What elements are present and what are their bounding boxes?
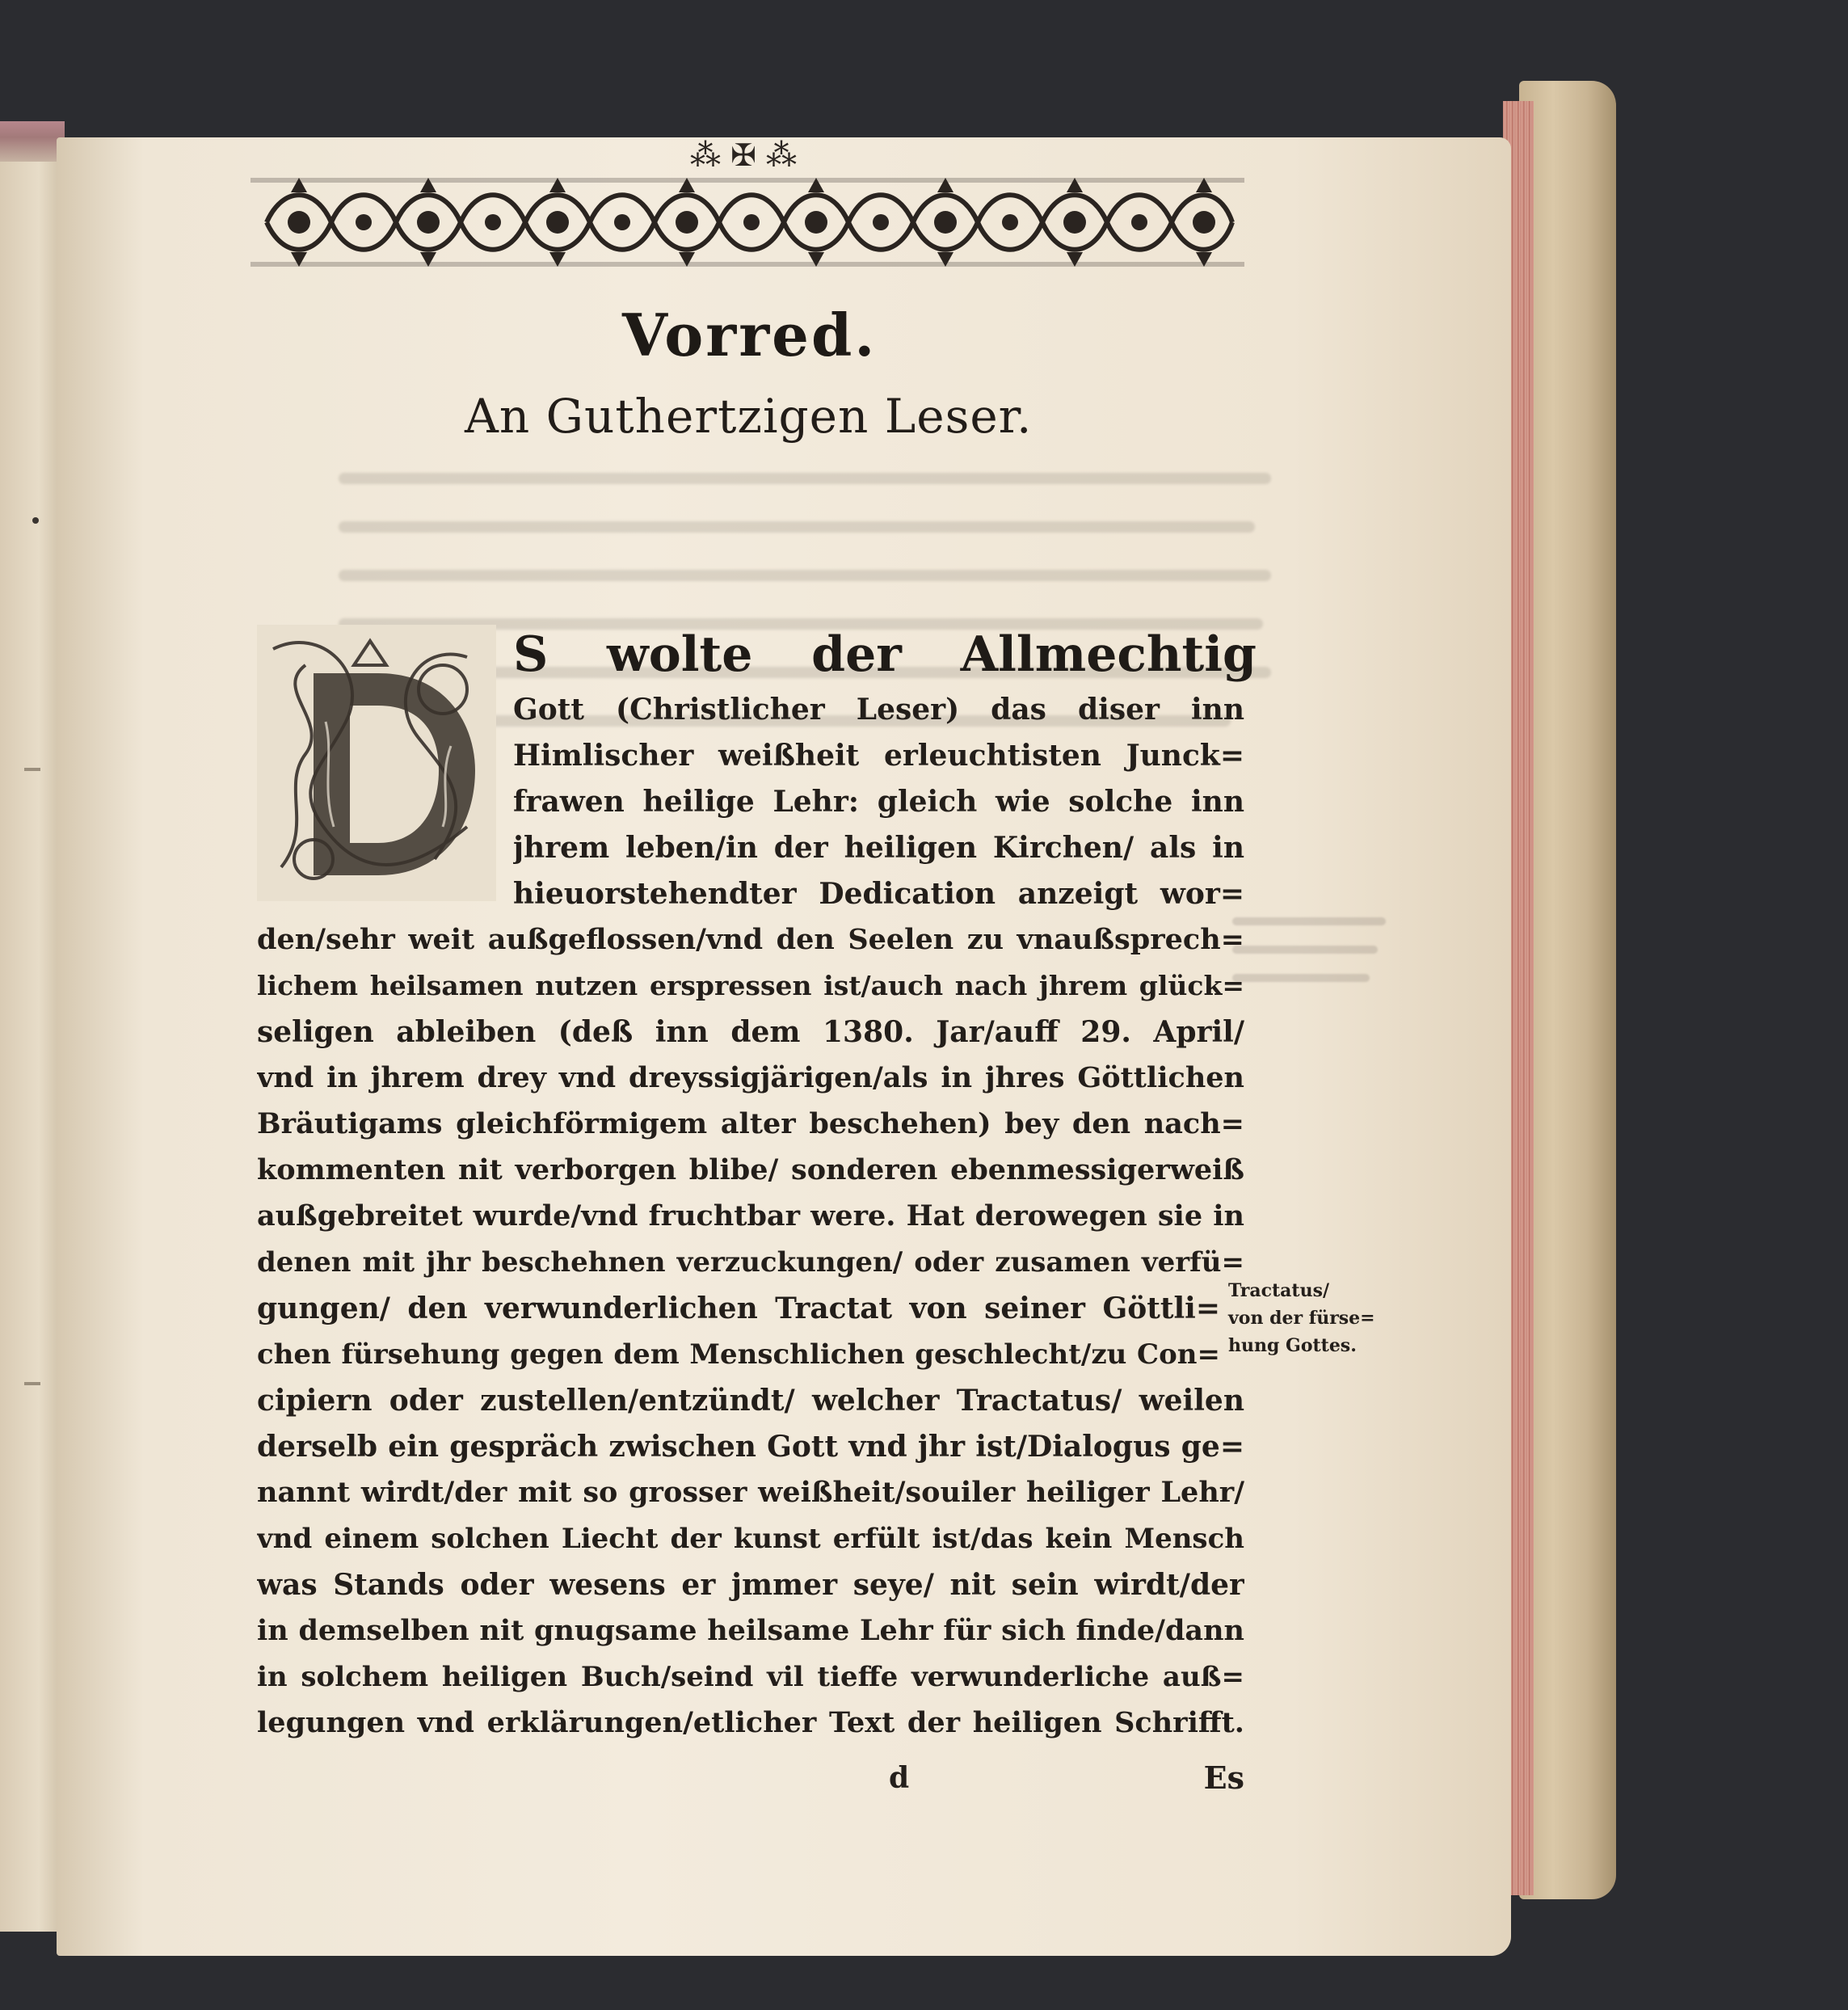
margin-note	[1228, 1277, 1398, 1374]
ornament-top: ⁂ ✠ ⁂	[690, 137, 797, 173]
text-line: jhrem leben/in der heiligen Kirchen/ als in	[513, 831, 1244, 865]
first-line: S wolte der Allmechtig	[513, 626, 1257, 683]
text-line: vnd einem solchen Liecht der kunst erfült ist/das kein Mensch	[257, 1523, 1244, 1555]
catchword: Es	[1203, 1759, 1244, 1796]
subheading-leser: An Guthertzigen Leser.	[465, 389, 1033, 444]
back-cover	[1519, 81, 1616, 1899]
text-line: cipiern oder zustellen/entzündt/ welcher Tractatus/ weilen	[257, 1384, 1244, 1418]
text-line: kommenten nit verborgen blibe/ sonderen ebenmessigerweiß	[257, 1153, 1244, 1186]
text-line: derselb ein gespräch zwischen Gott vnd jhr ist/Dialogus ge=	[257, 1430, 1244, 1464]
text-line: seligen ableiben (deß inn dem 1380. Jar/auff 29. April/	[257, 1015, 1244, 1049]
text-line: was Stands oder wesens er jmmer seye/ nit sein wirdt/der	[257, 1568, 1244, 1602]
text-line: frawen heilige Lehr: gleich wie solche inn	[513, 785, 1244, 819]
edge-mark	[24, 768, 40, 771]
heading-vorred: Vorred.	[622, 301, 878, 369]
text-line: chen fürsehung gegen dem Menschlichen geschlecht/zu Con=	[257, 1338, 1220, 1371]
ink-spot	[32, 517, 39, 524]
page	[57, 137, 1511, 1956]
left-page-edge	[0, 121, 65, 1932]
text-line: hieuorstehendter Dedication anzeigt wor=	[513, 877, 1244, 911]
text-line: in solchem heiligen Buch/seind vil tieffe verwunderliche auß=	[257, 1661, 1244, 1693]
spine-headband	[0, 121, 65, 162]
initial-d-ornament	[257, 625, 496, 901]
text-line: nannt wirdt/der mit so grosser weißheit/souiler heiliger Lehr/	[257, 1476, 1244, 1509]
text-line: Gott (Christlicher Leser) das diser inn	[513, 693, 1244, 727]
margin-note-line: von der fürse=	[1228, 1308, 1375, 1329]
text-line: vnd in jhrem drey vnd dreyssigjärigen/als in jhres Göttlichen	[257, 1061, 1244, 1094]
margin-note-line: hung Gottes.	[1228, 1335, 1357, 1356]
text-line: außgebreitet wurde/vnd fruchtbar were. Hat derowegen sie in	[257, 1199, 1244, 1233]
text-line: gungen/ den verwunderlichen Tractat von seiner Göttli=	[257, 1292, 1220, 1325]
margin-show-through	[1228, 909, 1406, 990]
margin-faint-marks	[1228, 909, 1406, 990]
edge-mark	[24, 1382, 40, 1385]
ornamental-banner	[250, 170, 1244, 275]
text-line: denen mit jhr beschehnen verzuckungen/ oder zusamen verfü=	[257, 1246, 1244, 1279]
text-line: in demselben nit gnugsame heilsame Lehr für sich finde/dann	[257, 1614, 1244, 1647]
decorated-initial	[257, 625, 496, 901]
signature-mark: d	[889, 1761, 910, 1795]
text-line: Himlischer weißheit erleuchtisten Junck=	[513, 739, 1244, 773]
margin-note-line: Tractatus/	[1228, 1280, 1330, 1301]
text-line: legungen vnd erklärungen/etlicher Text der heiligen Schrifft.	[257, 1706, 1244, 1739]
text-line: lichem heilsamen nutzen erspressen ist/auch nach jhrem glück=	[257, 970, 1244, 1001]
text-line: den/sehr weit außgeflossen/vnd den Seelen zu vnaußsprech=	[257, 923, 1244, 956]
text-line: Bräutigams gleichförmigem alter beschehen) bey den nach=	[257, 1107, 1244, 1140]
